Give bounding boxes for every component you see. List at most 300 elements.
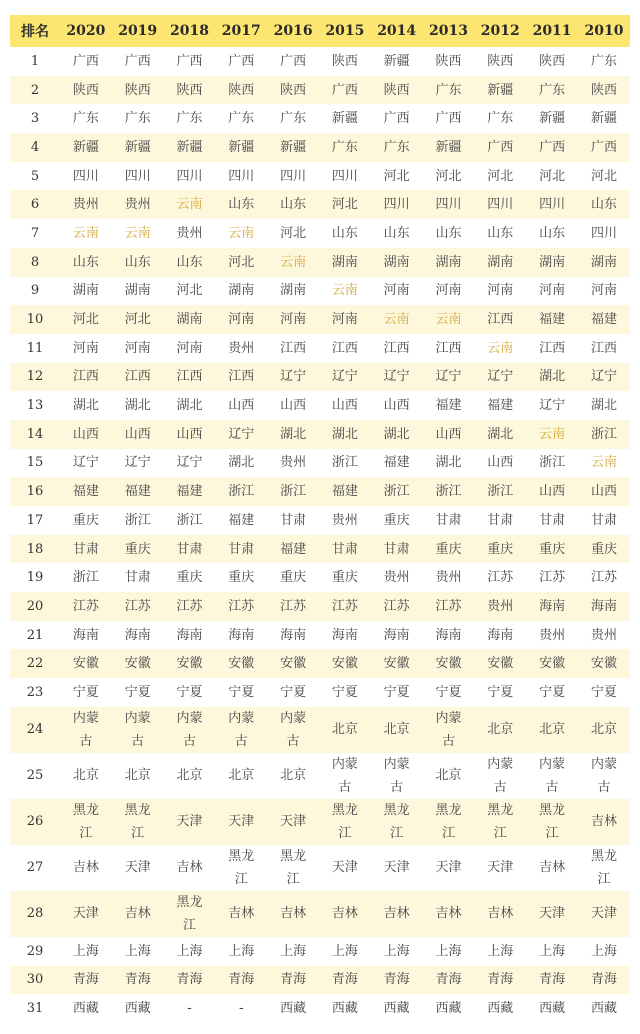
province-name: 湖北 xyxy=(590,398,617,414)
province-name: 重庆 xyxy=(383,512,410,528)
province-cell xyxy=(112,363,164,392)
province-cell xyxy=(267,162,319,191)
province-cell xyxy=(474,248,526,277)
table-row xyxy=(10,190,630,219)
province-cell xyxy=(60,477,112,506)
province-name: 青海 xyxy=(228,972,255,988)
province-cell xyxy=(578,76,630,105)
province-cell xyxy=(474,363,526,392)
rank-cell: 10 xyxy=(10,305,60,334)
province-cell xyxy=(371,363,423,392)
province-cell xyxy=(112,305,164,334)
province-cell xyxy=(578,753,630,799)
province-cell xyxy=(526,563,578,592)
province-cell xyxy=(526,799,578,845)
province-cell xyxy=(267,506,319,535)
table-row xyxy=(10,305,630,334)
province-name: 黑龙江 xyxy=(331,802,358,841)
province-cell xyxy=(423,535,475,564)
table-row xyxy=(10,621,630,650)
province-cell xyxy=(164,707,216,753)
province-cell xyxy=(371,219,423,248)
province-cell xyxy=(164,535,216,564)
province-cell xyxy=(112,845,164,891)
province-cell xyxy=(474,334,526,363)
province-name: 福建 xyxy=(331,484,358,500)
province-name: 辽宁 xyxy=(72,455,99,471)
province-name: 海南 xyxy=(331,627,358,643)
province-cell xyxy=(474,563,526,592)
province-cell xyxy=(60,363,112,392)
province-cell xyxy=(474,891,526,937)
province-cell xyxy=(578,248,630,277)
province-cell xyxy=(267,363,319,392)
province-cell xyxy=(164,621,216,650)
province-name: 河南 xyxy=(228,312,255,328)
province-cell xyxy=(371,891,423,937)
province-name: 辽宁 xyxy=(383,369,410,385)
province-cell xyxy=(112,449,164,478)
province-name: 天津 xyxy=(383,860,410,876)
province-cell xyxy=(371,47,423,76)
province-name: 宁夏 xyxy=(383,684,410,700)
province-cell xyxy=(526,305,578,334)
province-name: 北京 xyxy=(331,722,358,738)
province-name: 江西 xyxy=(176,369,203,385)
province-cell xyxy=(112,248,164,277)
province-cell xyxy=(319,477,371,506)
province-name: 四川 xyxy=(228,168,255,184)
province-name: 贵州 xyxy=(72,197,99,213)
province-cell xyxy=(474,799,526,845)
rank-cell: 9 xyxy=(30,283,40,299)
table-row xyxy=(10,535,630,564)
province-name: 辽宁 xyxy=(228,426,255,442)
province-name: 四川 xyxy=(72,168,99,184)
province-name: 吉林 xyxy=(228,906,255,922)
table-row xyxy=(10,966,630,995)
province-name: 四川 xyxy=(539,197,566,213)
province-name: 河北 xyxy=(435,168,462,184)
province-name: 陕西 xyxy=(331,53,358,69)
province-cell xyxy=(164,47,216,76)
province-name: 内蒙古 xyxy=(228,710,255,749)
province-name: 陕西 xyxy=(280,82,307,98)
province-cell xyxy=(578,966,630,995)
province-name: 山东 xyxy=(176,254,203,270)
province-name: 吉林 xyxy=(383,906,410,922)
province-cell xyxy=(371,799,423,845)
rank-cell: 5 xyxy=(30,168,40,184)
table-row xyxy=(10,47,630,76)
province-name: 浙江 xyxy=(228,484,255,500)
province-name: 上海 xyxy=(331,943,358,959)
province-cell xyxy=(526,363,578,392)
province-cell xyxy=(215,47,267,76)
province-cell xyxy=(215,363,267,392)
province-name: 安徽 xyxy=(487,656,514,672)
province-name: 天津 xyxy=(228,814,255,830)
province-name: 湖北 xyxy=(435,455,462,471)
province-name: 西藏 xyxy=(590,1001,617,1017)
province-cell xyxy=(267,535,319,564)
province-name: 天津 xyxy=(590,906,617,922)
province-cell xyxy=(423,799,475,845)
province-name: 青海 xyxy=(176,972,203,988)
rank-cell: 13 xyxy=(26,398,44,414)
table-row xyxy=(10,937,630,966)
province-name: 辽宁 xyxy=(487,369,514,385)
province-cell xyxy=(267,477,319,506)
province-cell xyxy=(112,535,164,564)
province-name: 河北 xyxy=(539,168,566,184)
province-cell xyxy=(112,592,164,621)
province-cell xyxy=(526,133,578,162)
province-cell xyxy=(423,219,475,248)
province-cell xyxy=(319,621,371,650)
province-name: 贵州 xyxy=(124,197,151,213)
rank-cell: 7 xyxy=(30,225,40,241)
province-name: 贵州 xyxy=(487,598,514,614)
province-cell xyxy=(526,219,578,248)
province-cell xyxy=(474,678,526,707)
province-cell xyxy=(319,334,371,363)
province-cell xyxy=(371,76,423,105)
province-name: 北京 xyxy=(280,768,307,784)
province-name: 重庆 xyxy=(487,541,514,557)
province-cell xyxy=(578,47,630,76)
province-name: 河南 xyxy=(124,340,151,356)
province-cell xyxy=(474,506,526,535)
province-cell xyxy=(423,845,475,891)
province-cell xyxy=(319,845,371,891)
province-name: 宁夏 xyxy=(176,684,203,700)
province-cell xyxy=(319,563,371,592)
province-cell xyxy=(319,891,371,937)
table-row xyxy=(10,219,630,248)
province-cell xyxy=(578,219,630,248)
rank-cell: 20 xyxy=(10,592,60,621)
table-body xyxy=(10,47,630,1023)
province-cell xyxy=(267,190,319,219)
province-cell xyxy=(526,649,578,678)
province-cell xyxy=(371,535,423,564)
province-name: 浙江 xyxy=(435,484,462,500)
province-name: 广西 xyxy=(435,111,462,127)
province-name: 海南 xyxy=(487,627,514,643)
province-name: 江苏 xyxy=(228,598,255,614)
province-name: 甘肃 xyxy=(487,512,514,528)
province-cell xyxy=(526,248,578,277)
rank-cell: 12 xyxy=(10,363,60,392)
province-cell xyxy=(164,277,216,306)
province-cell xyxy=(423,391,475,420)
province-name: 广西 xyxy=(487,139,514,155)
province-cell xyxy=(578,621,630,650)
province-cell xyxy=(423,76,475,105)
province-cell xyxy=(319,420,371,449)
province-cell xyxy=(578,707,630,753)
province-name: 福建 xyxy=(124,484,151,500)
province-cell xyxy=(371,845,423,891)
province-name: 江西 xyxy=(590,340,617,356)
province-cell xyxy=(164,391,216,420)
province-name: 陕西 xyxy=(72,82,99,98)
province-cell xyxy=(371,477,423,506)
rank-cell: 30 xyxy=(10,966,60,995)
province-name: 内蒙古 xyxy=(72,710,99,749)
province-cell xyxy=(371,649,423,678)
province-name: 海南 xyxy=(435,627,462,643)
header-year: 2014 xyxy=(371,15,423,47)
province-cell xyxy=(164,937,216,966)
province-name: 江西 xyxy=(435,340,462,356)
province-name: 安徽 xyxy=(383,656,410,672)
province-name: 吉林 xyxy=(590,814,617,830)
province-cell xyxy=(319,799,371,845)
province-name: 黑龙江 xyxy=(487,802,514,841)
province-cell xyxy=(371,104,423,133)
province-name: 山西 xyxy=(176,426,203,442)
province-name: 重庆 xyxy=(280,570,307,586)
province-name: 安徽 xyxy=(176,656,203,672)
province-name: 上海 xyxy=(72,943,99,959)
province-name: 江西 xyxy=(124,369,151,385)
province-name: 新疆 xyxy=(280,139,307,155)
province-cell xyxy=(474,535,526,564)
province-name: 河北 xyxy=(124,312,151,328)
province-name: 湖北 xyxy=(487,426,514,442)
province-cell xyxy=(60,305,112,334)
province-cell xyxy=(164,966,216,995)
province-cell xyxy=(60,592,112,621)
province-cell xyxy=(474,162,526,191)
province-name: 安徽 xyxy=(124,656,151,672)
province-name: 陕西 xyxy=(539,53,566,69)
ranking-table xyxy=(10,15,630,1023)
province-cell xyxy=(112,563,164,592)
province-name: 天津 xyxy=(539,906,566,922)
province-name: 四川 xyxy=(124,168,151,184)
province-cell xyxy=(215,506,267,535)
province-cell xyxy=(423,678,475,707)
province-name: 上海 xyxy=(539,943,566,959)
province-name: 湖南 xyxy=(72,283,99,299)
province-cell xyxy=(60,104,112,133)
header-year: 2020 xyxy=(60,15,112,47)
province-name: 湖南 xyxy=(487,254,514,270)
province-name: 宁夏 xyxy=(124,684,151,700)
province-cell xyxy=(215,535,267,564)
rank-cell: 27 xyxy=(26,860,44,876)
province-cell xyxy=(164,305,216,334)
province-name: 湖南 xyxy=(331,254,358,270)
table-row xyxy=(10,707,630,753)
province-cell xyxy=(578,420,630,449)
province-name: 西藏 xyxy=(331,1001,358,1017)
province-cell xyxy=(267,799,319,845)
province-name: 浙江 xyxy=(590,426,617,442)
province-cell xyxy=(371,449,423,478)
province-name: 黑龙江 xyxy=(590,848,617,887)
province-cell xyxy=(164,133,216,162)
province-cell xyxy=(319,449,371,478)
province-cell xyxy=(267,937,319,966)
province-cell xyxy=(164,649,216,678)
province-name: 青海 xyxy=(383,972,410,988)
province-name: 云南 xyxy=(228,225,255,241)
province-name: 吉林 xyxy=(435,906,462,922)
province-name: 河北 xyxy=(228,254,255,270)
province-cell xyxy=(60,219,112,248)
province-name: 北京 xyxy=(487,722,514,738)
province-cell xyxy=(319,678,371,707)
table-row xyxy=(10,563,630,592)
province-name: 山东 xyxy=(590,197,617,213)
province-name: 黑龙江 xyxy=(435,802,462,841)
province-name: 吉林 xyxy=(72,860,99,876)
province-cell xyxy=(578,891,630,937)
province-name: 西藏 xyxy=(539,1001,566,1017)
province-name: 云南 xyxy=(124,225,151,241)
header-year: 2018 xyxy=(164,15,216,47)
province-cell xyxy=(164,248,216,277)
province-cell xyxy=(267,891,319,937)
province-name: 贵州 xyxy=(590,627,617,643)
province-cell xyxy=(526,277,578,306)
table-row xyxy=(10,363,630,392)
province-name: 新疆 xyxy=(72,139,99,155)
province-name: 山西 xyxy=(487,455,514,471)
province-name: 新疆 xyxy=(435,139,462,155)
province-name: 江西 xyxy=(72,369,99,385)
province-name: 西藏 xyxy=(280,1001,307,1017)
province-name: 湖北 xyxy=(539,369,566,385)
province-cell xyxy=(112,334,164,363)
province-name: 浙江 xyxy=(124,512,151,528)
rank-cell: 31 xyxy=(26,1001,44,1017)
province-name: 重庆 xyxy=(539,541,566,557)
province-name: 安徽 xyxy=(72,656,99,672)
province-name: 广东 xyxy=(176,111,203,127)
province-cell xyxy=(371,277,423,306)
province-cell xyxy=(164,363,216,392)
province-name: 山西 xyxy=(228,398,255,414)
table-row xyxy=(10,506,630,535)
province-cell xyxy=(371,420,423,449)
province-name: 福建 xyxy=(176,484,203,500)
province-name: 陕西 xyxy=(435,53,462,69)
province-cell xyxy=(526,592,578,621)
province-name: 新疆 xyxy=(539,111,566,127)
rank-cell: 18 xyxy=(10,535,60,564)
province-cell xyxy=(526,334,578,363)
province-cell xyxy=(319,219,371,248)
province-cell xyxy=(60,937,112,966)
province-name: 浙江 xyxy=(72,570,99,586)
province-name: 山西 xyxy=(383,398,410,414)
province-name: 天津 xyxy=(72,906,99,922)
province-name: 陕西 xyxy=(176,82,203,98)
province-name: 甘肃 xyxy=(331,541,358,557)
province-name: 山西 xyxy=(331,398,358,414)
province-name: 山西 xyxy=(72,426,99,442)
province-name: 吉林 xyxy=(539,860,566,876)
province-name: 内蒙古 xyxy=(487,756,514,795)
province-cell xyxy=(267,678,319,707)
province-cell xyxy=(371,563,423,592)
province-cell xyxy=(319,535,371,564)
province-cell xyxy=(371,966,423,995)
province-cell xyxy=(215,753,267,799)
province-name: 四川 xyxy=(487,197,514,213)
province-cell xyxy=(423,104,475,133)
province-cell xyxy=(60,334,112,363)
province-cell xyxy=(215,678,267,707)
province-name: 山东 xyxy=(435,225,462,241)
header-year: 2015 xyxy=(319,15,371,47)
province-cell xyxy=(371,621,423,650)
province-name: 甘肃 xyxy=(435,512,462,528)
province-name: 内蒙古 xyxy=(539,756,566,795)
province-name: 内蒙古 xyxy=(383,756,410,795)
province-cell xyxy=(526,477,578,506)
province-name: 湖南 xyxy=(228,283,255,299)
province-cell xyxy=(112,891,164,937)
table-row xyxy=(10,845,630,891)
province-name: 云南 xyxy=(487,340,514,356)
province-name: 江西 xyxy=(228,369,255,385)
province-name: 广东 xyxy=(72,111,99,127)
province-name: 天津 xyxy=(331,860,358,876)
province-name: 内蒙古 xyxy=(435,710,462,749)
province-name: 上海 xyxy=(487,943,514,959)
province-cell xyxy=(319,707,371,753)
province-name: 江苏 xyxy=(72,598,99,614)
province-cell xyxy=(215,104,267,133)
province-cell xyxy=(112,104,164,133)
province-name: 陕西 xyxy=(228,82,255,98)
province-cell xyxy=(526,506,578,535)
province-cell xyxy=(474,219,526,248)
province-name: 黑龙江 xyxy=(228,848,255,887)
province-cell xyxy=(423,162,475,191)
rank-cell: 6 xyxy=(10,190,60,219)
province-cell xyxy=(215,334,267,363)
province-cell xyxy=(112,937,164,966)
table-row xyxy=(10,678,630,707)
province-cell xyxy=(267,449,319,478)
province-cell xyxy=(526,104,578,133)
province-name: 云南 xyxy=(280,254,307,270)
province-name: 新疆 xyxy=(124,139,151,155)
province-cell xyxy=(164,592,216,621)
province-name: 河北 xyxy=(331,197,358,213)
table-row xyxy=(10,277,630,306)
province-name: 甘肃 xyxy=(590,512,617,528)
province-cell xyxy=(60,420,112,449)
province-name: 上海 xyxy=(590,943,617,959)
province-cell xyxy=(164,753,216,799)
province-cell xyxy=(215,649,267,678)
province-name: 贵州 xyxy=(435,570,462,586)
province-name: 甘肃 xyxy=(539,512,566,528)
province-name: 广西 xyxy=(539,139,566,155)
province-name: 河北 xyxy=(72,312,99,328)
header-year: 2010 xyxy=(578,15,630,47)
province-cell xyxy=(423,707,475,753)
province-cell xyxy=(526,891,578,937)
